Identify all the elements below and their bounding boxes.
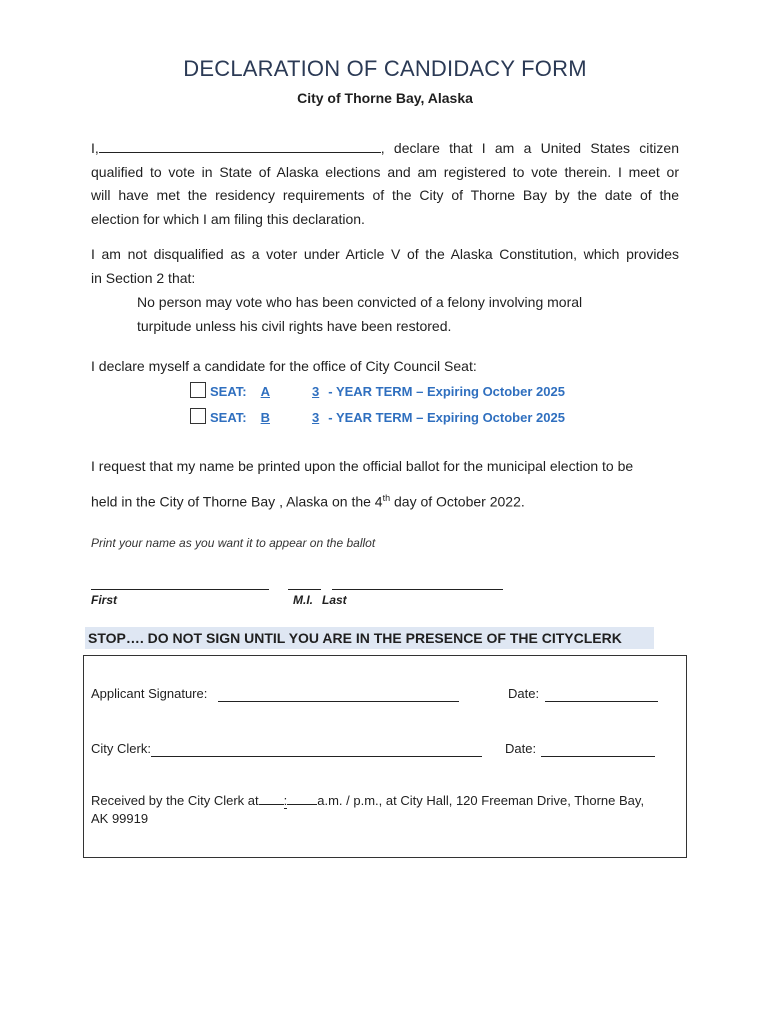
- ballot-line-2-end: day of October 2022.: [390, 493, 525, 510]
- declaration-line-4: election for which I am filing this declaration.: [91, 210, 365, 227]
- applicant-signature-label: Applicant Signature:: [91, 686, 208, 701]
- received-prefix: Received by the City Clerk at: [91, 793, 259, 808]
- clerk-date-field[interactable]: [541, 756, 655, 757]
- last-name-field[interactable]: [332, 589, 503, 590]
- clerk-date-label: Date:: [505, 741, 537, 756]
- form-subtitle: City of Thorne Bay, Alaska: [297, 90, 473, 106]
- city-clerk-label: City Clerk:: [91, 741, 151, 756]
- term-number: 3: [312, 384, 320, 399]
- applicant-date-label: Date:: [508, 686, 540, 701]
- seat-letter: A: [260, 384, 270, 399]
- declaration-line-3: will have met the residency requirements of the City of Thorne Bay by the date of the: [91, 187, 679, 203]
- declaration-line-2: qualified to vote in State of Alaska elections and am registered to vote therein. I meet or: [91, 163, 679, 180]
- ballot-request-line-1: I request that my name be printed upon the official ballot for the municipal election to be: [91, 458, 634, 474]
- declarant-name-field[interactable]: [99, 138, 381, 153]
- applicant-signature-field[interactable]: [218, 701, 459, 702]
- time-colon: :: [283, 793, 288, 808]
- received-hour-field[interactable]: [259, 792, 284, 805]
- received-line-1: [91, 792, 681, 810]
- received-statement: [91, 792, 681, 828]
- received-suffix: a.m. / p.m., at City Hall, 120 Freeman Drive, Thorne Bay,: [317, 793, 645, 808]
- first-name-field[interactable]: [91, 589, 269, 590]
- seat-label: SEAT:: [210, 384, 247, 399]
- last-name-label: Last: [322, 593, 347, 607]
- ballot-request-line-2: [91, 487, 679, 514]
- ballot-line-2-text: held in the City of Thorne Bay , Alaska on the 4: [91, 493, 383, 510]
- city-clerk-signature-field[interactable]: [151, 756, 482, 757]
- declaration-line-1: [91, 137, 679, 161]
- disqualification-line-2: in Section 2 that:: [91, 269, 196, 286]
- term-text: - YEAR TERM – Expiring October 2025: [328, 410, 565, 425]
- declaration-paragraph: [91, 137, 679, 231]
- seat-option-a[interactable]: [190, 382, 565, 399]
- seat-letter: B: [260, 410, 270, 425]
- applicant-date-field[interactable]: [545, 701, 658, 702]
- ordinal-suffix: th: [382, 493, 391, 503]
- quote-line-2: turpitude unless his civil rights have been restored.: [137, 318, 452, 334]
- seat-label: SEAT:: [210, 410, 247, 425]
- declaration-prefix: I,: [91, 140, 99, 156]
- form-title: DECLARATION OF CANDIDACY FORM: [183, 56, 587, 81]
- stop-warning-banner: STOP…. DO NOT SIGN UNTIL YOU ARE IN THE PRESENCE OF THE CITYCLERK: [85, 627, 654, 649]
- name-instruction: Print your name as you want it to appear on the ballot: [91, 536, 376, 550]
- seat-a-checkbox[interactable]: [190, 382, 206, 398]
- term-number: 3: [312, 410, 320, 425]
- disqualification-paragraph: [91, 243, 679, 290]
- quote-line-1: No person may vote who has been convicted of a felony involving moral: [137, 294, 583, 310]
- seat-b-checkbox[interactable]: [190, 408, 206, 424]
- disqualification-line-1: I am not disqualified as a voter under Article V of the Alaska Constitution, which provides: [91, 246, 679, 262]
- declaration-suffix: , declare that I am a United States citizen: [380, 140, 679, 156]
- middle-initial-label: M.I.: [293, 593, 313, 607]
- constitution-quote: [137, 290, 657, 338]
- received-line-2: AK 99919: [91, 811, 149, 826]
- office-intro: I declare myself a candidate for the office of City Council Seat:: [91, 358, 477, 374]
- first-name-label: First: [91, 593, 118, 607]
- middle-initial-field[interactable]: [288, 589, 321, 590]
- received-minute-field[interactable]: [287, 792, 317, 805]
- term-text: - YEAR TERM – Expiring October 2025: [328, 384, 565, 399]
- seat-option-b[interactable]: [190, 408, 565, 425]
